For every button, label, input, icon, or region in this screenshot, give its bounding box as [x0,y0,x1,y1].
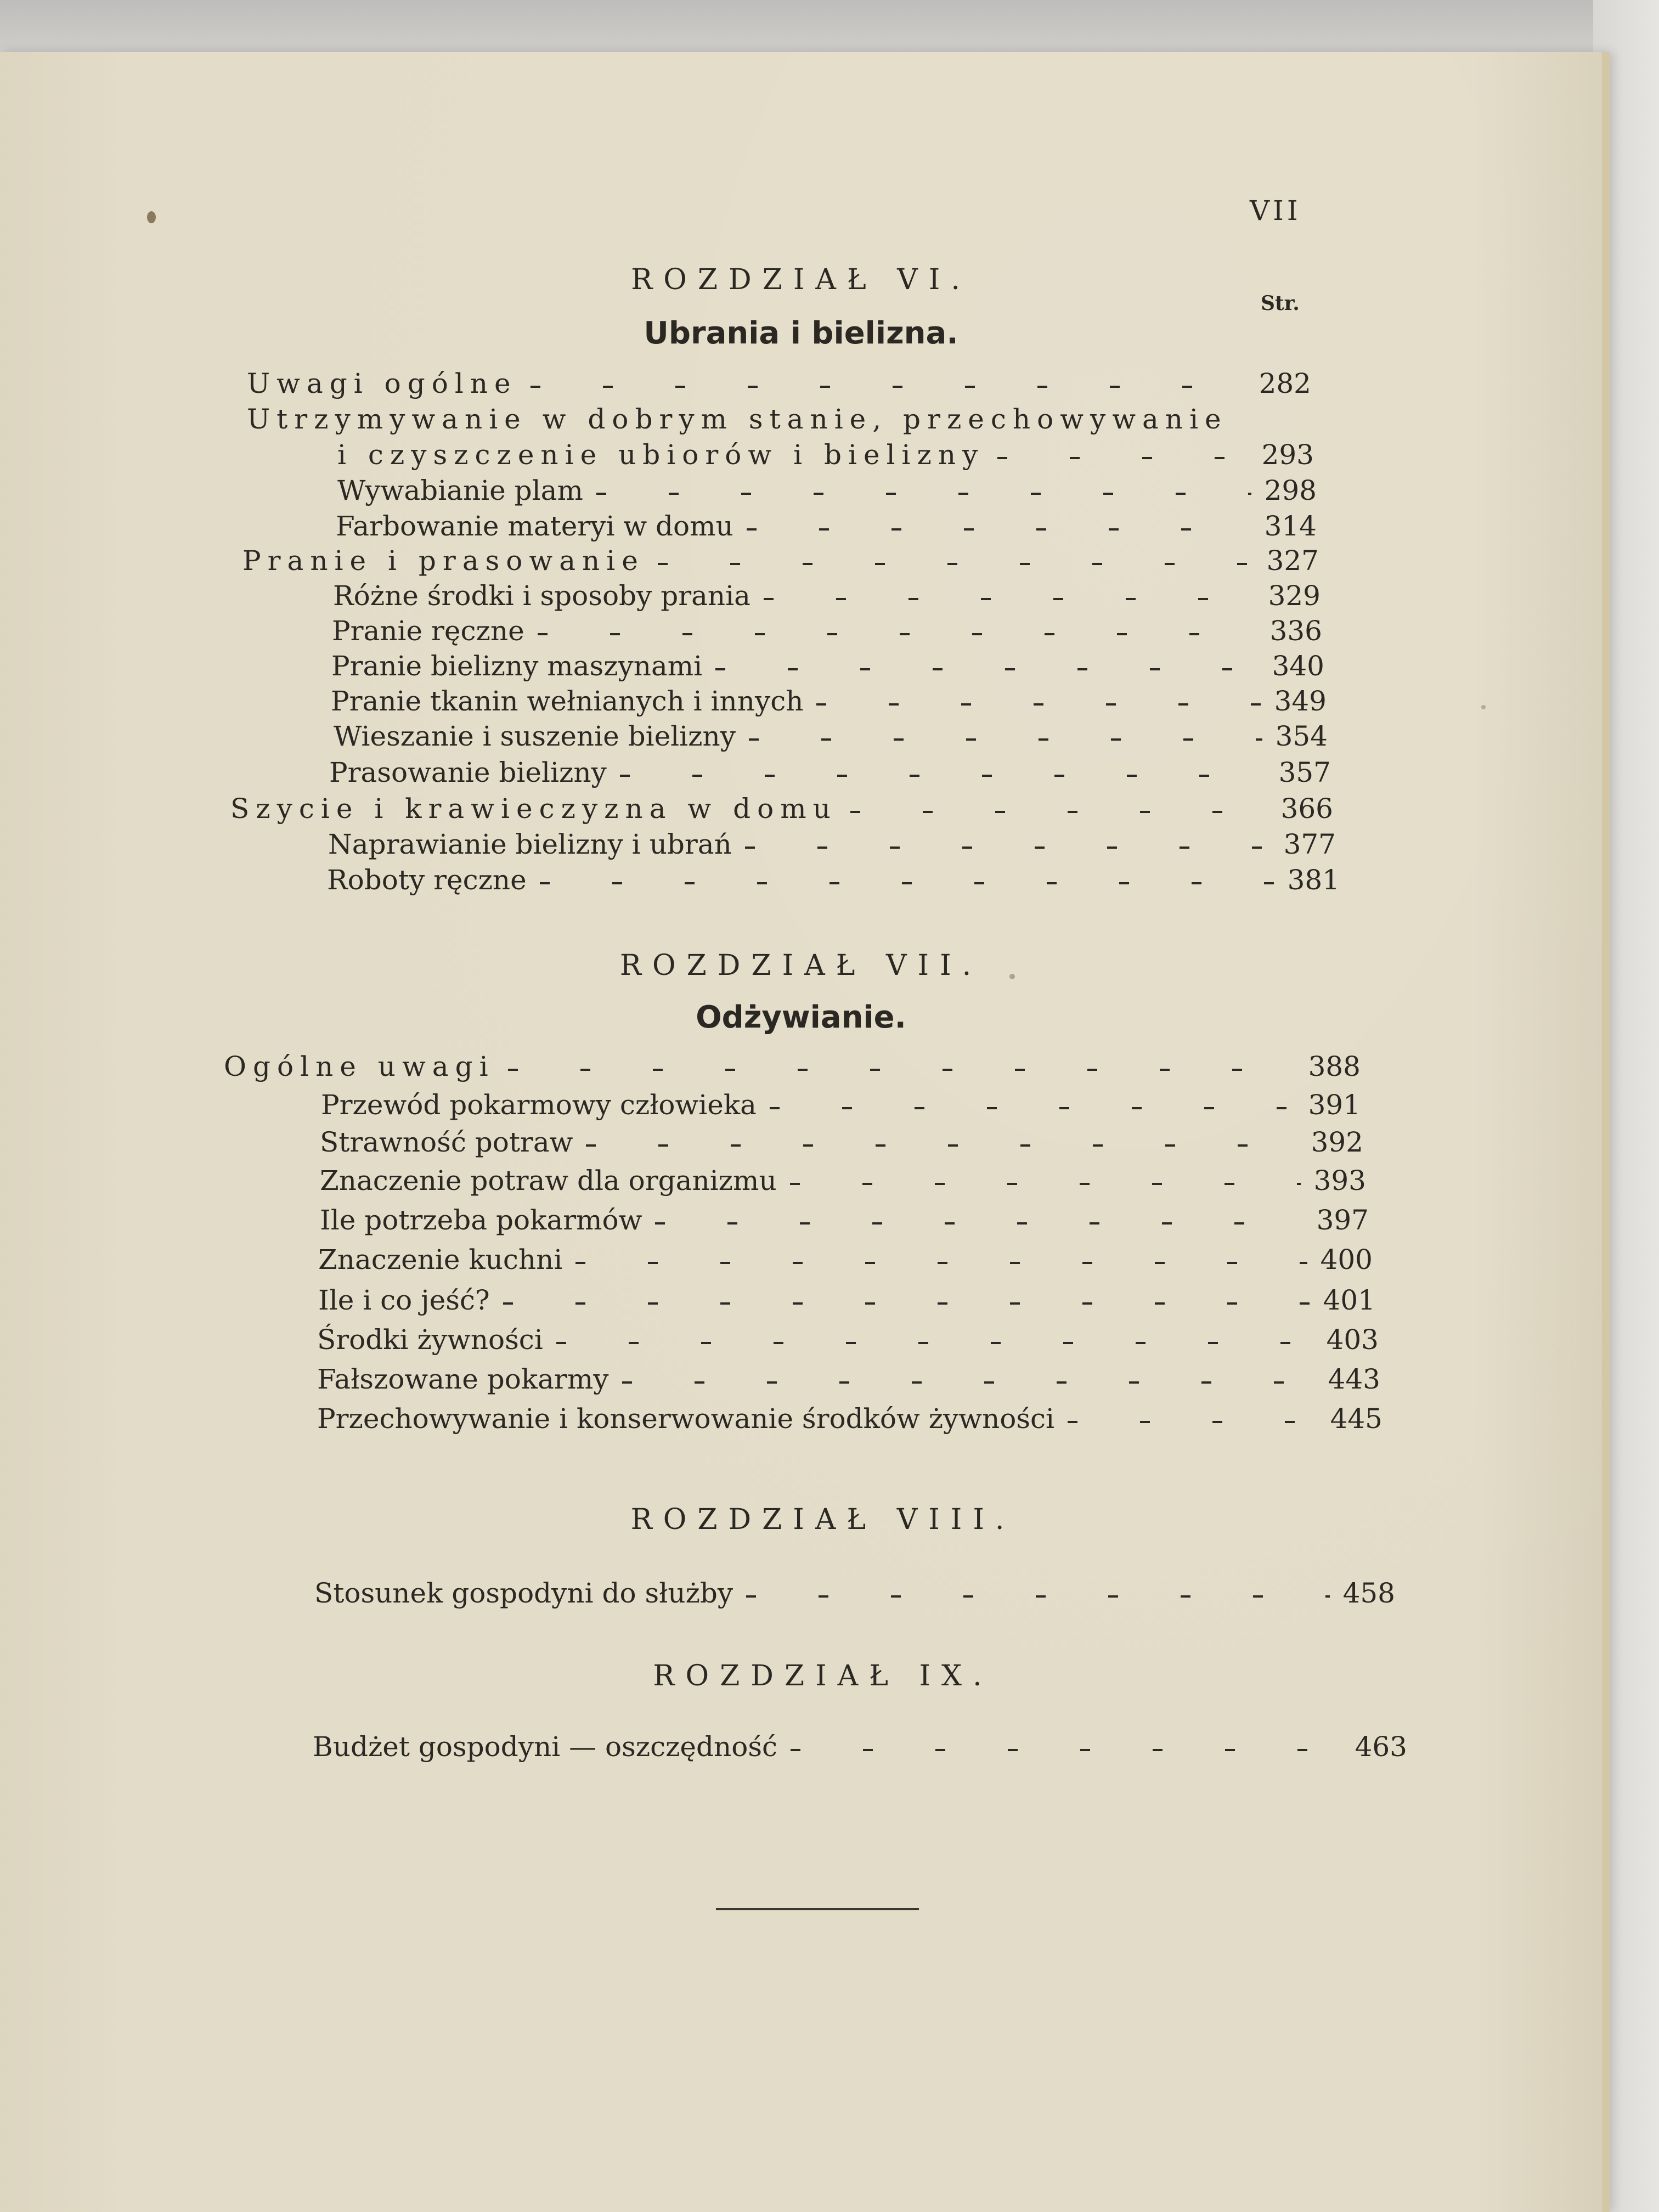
toc-entry[interactable] [318,1284,1375,1323]
toc-leader-dots [575,1262,1307,1264]
closing-rule [716,1908,919,1910]
toc-leader-dots [596,493,1251,495]
toc-entry[interactable] [331,650,1324,689]
toc-entry-title: Uwagi ogólne [247,368,517,399]
toc-entry-title: Pranie bielizny maszynami [331,650,703,682]
toc-entry-title: Przewód pokarmowy człowieka [321,1089,757,1121]
toc-entry-title: Fałszowane pokarmy [317,1363,609,1395]
toc-leader-dots [655,1222,1303,1224]
toc-entry[interactable] [337,475,1317,513]
toc-entry-page: 298 [1264,475,1317,506]
toc-entry-title: Prasowanie bielizny [329,757,607,788]
toc-entry[interactable] [317,1363,1380,1402]
toc-entry-title: Roboty ręczne [327,864,527,896]
toc-entry-page: 349 [1274,685,1327,717]
toc-leader-dots [620,775,1266,777]
toc-leader-dots [658,563,1254,565]
toc-entry-page: 463 [1355,1731,1407,1763]
toc-leader-dots [538,633,1257,635]
toc-entry[interactable] [317,1324,1379,1362]
toc-entry-page: 443 [1328,1363,1380,1395]
toc-leader-dots [790,1183,1301,1185]
toc-entry-title: Znaczenie potraw dla organizmu [320,1165,777,1197]
toc-entry[interactable] [328,828,1336,867]
toc-entry-title: Budżet gospodyni — oszczędność [313,1731,777,1763]
toc-entry-page: 388 [1308,1051,1361,1082]
toc-entry-title: Stosunek gospodyni do służby [314,1577,733,1609]
toc-entry-page: 354 [1275,720,1328,752]
toc-entry-page: 377 [1283,828,1336,860]
toc-leader-dots [1068,1421,1317,1423]
toc-leader-dots [816,703,1261,706]
toc-leader-dots [791,1749,1342,1751]
toc-entry-page: 393 [1313,1165,1366,1197]
toc-entry[interactable] [331,685,1327,724]
toc-entry-page: 357 [1278,757,1331,788]
toc-entry-page: 400 [1320,1244,1373,1276]
toc-entry[interactable] [336,510,1317,549]
toc-entry-page: 403 [1326,1324,1379,1356]
toc-entry-page: 314 [1264,510,1317,542]
toc-entry-page: 397 [1316,1204,1369,1236]
toc-entry[interactable] [337,439,1314,477]
paper-speck [147,211,156,223]
toc-entry-page: 392 [1311,1126,1363,1158]
chapter-heading: ROZDZIAŁ VII. [619,949,983,982]
toc-entry-page: 336 [1269,615,1322,647]
chapter-title: Odżywianie. [696,1000,906,1035]
toc-entry[interactable] [247,403,1300,442]
toc-entry-title: Pranie tkanin wełnianych i innych [331,685,804,717]
toc-leader-dots [540,882,1274,884]
toc-entry-page: 282 [1259,368,1311,399]
chapter-heading: ROZDZIAŁ VIII. [630,1503,1015,1536]
toc-entry-title: Ogólne uwagi [224,1051,495,1082]
toc-entry-page: 329 [1268,580,1321,612]
toc-leader-dots [850,811,1268,813]
toc-entry-title: i czyszczenie ubiorów i bielizny [337,439,985,471]
toc-entry[interactable] [317,1403,1383,1441]
toc-leader-dots [503,1302,1310,1305]
toc-leader-dots [622,1381,1315,1384]
toc-entry[interactable] [327,864,1340,902]
toc-entry-title: Pranie i prasowanie [242,545,645,577]
toc-leader-dots [1241,421,1287,424]
chapter-heading: ROZDZIAŁ IX. [653,1660,993,1692]
toc-entry-title: Różne środki i sposoby prania [333,580,751,612]
toc-leader-dots [508,1069,1295,1071]
toc-entry-title: Ile i co jeść? [318,1284,490,1316]
chapter-heading: ROZDZIAŁ VI. [631,263,971,296]
toc-entry-page: 327 [1266,545,1319,577]
toc-entry[interactable] [320,1204,1369,1243]
book-page [0,52,1610,2212]
toc-entry[interactable] [329,757,1331,795]
toc-entry[interactable] [230,793,1333,831]
toc-entry-page: 340 [1272,650,1324,682]
toc-entry-title: Strawność potraw [320,1126,573,1158]
toc-entry-title: Farbowanie materyi w domu [336,510,733,542]
toc-entry[interactable] [320,1165,1366,1203]
toc-leader-dots [556,1342,1313,1344]
toc-entry[interactable] [334,720,1328,759]
toc-leader-dots [746,1595,1329,1598]
toc-entry[interactable] [242,545,1319,583]
toc-entry-title: Wywabianie plam [337,475,583,506]
toc-entry-page: 458 [1342,1577,1395,1609]
toc-entry-title: Naprawianie bielizny i ubrań [328,828,732,860]
toc-entry-title: Przechowywanie i konserwowanie środków żywności [317,1403,1055,1435]
toc-leader-dots [747,528,1251,531]
toc-leader-dots [749,738,1262,741]
toc-entry-page: 366 [1280,793,1333,825]
chapter-title: Ubrania i bielizna. [644,315,958,351]
toc-entry[interactable] [313,1731,1407,1769]
toc-entry[interactable] [332,615,1322,653]
toc-entry-title: Pranie ręczne [332,615,524,647]
toc-entry-page: 401 [1323,1284,1375,1316]
toc-entry-title: Środki żywności [317,1324,543,1356]
toc-entry-page: 293 [1261,439,1314,471]
toc-entry-title: Znaczenie kuchni [318,1244,563,1276]
toc-entry-title: Ile potrzeba pokarmów [320,1204,642,1236]
toc-entry[interactable] [224,1051,1361,1089]
toc-entry-title: Szycie i krawieczyzna w domu [230,793,837,825]
toc-leader-dots [745,847,1271,849]
toc-entry-title: Wieszanie i suszenie bielizny [334,720,736,752]
toc-entry[interactable] [318,1244,1373,1282]
toc-leader-dots [764,598,1255,600]
toc-entry[interactable] [320,1126,1363,1165]
paper-speck [1481,705,1486,709]
toc-leader-dots [586,1144,1297,1147]
toc-entry-page: 391 [1308,1089,1361,1121]
toc-leader-dots [997,457,1248,459]
toc-entry[interactable] [314,1577,1395,1616]
toc-entry-page: 381 [1287,864,1340,896]
toc-entry[interactable] [247,368,1311,406]
toc-entry[interactable] [321,1089,1361,1127]
toc-entry-title: Utrzymywanie w dobrym stanie, przechowywanie [247,403,1228,435]
toc-leader-dots [531,386,1246,388]
page-number: VII [1250,195,1301,227]
toc-entry-page: 445 [1330,1403,1383,1435]
toc-entry[interactable] [333,580,1321,618]
toc-leader-dots [715,668,1259,670]
toc-leader-dots [770,1107,1295,1109]
page-column-label: Str. [1261,292,1300,315]
